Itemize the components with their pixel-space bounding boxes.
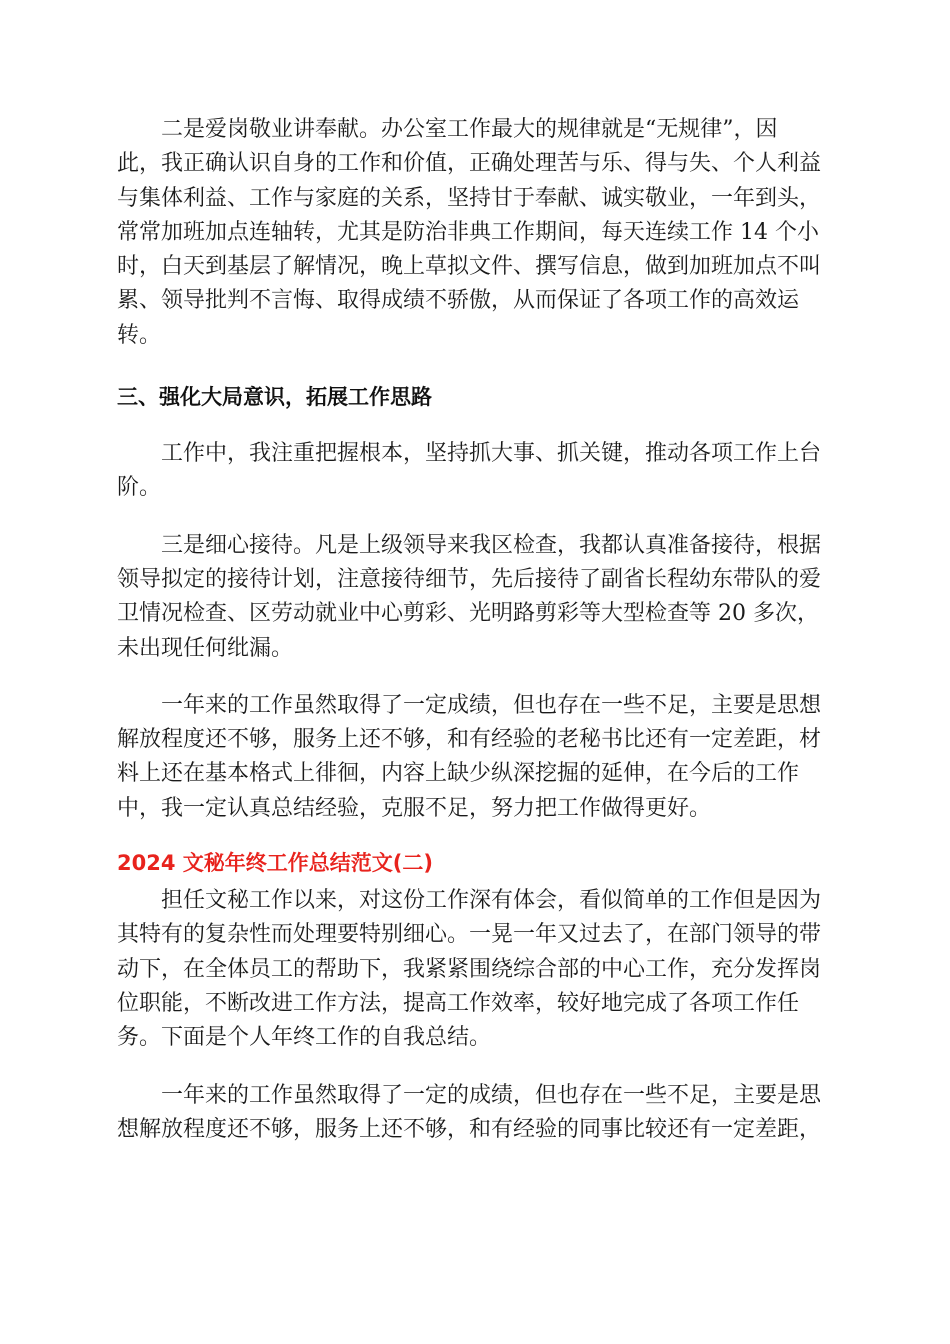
text-line: 想解放程度还不够，服务上还不够，和有经验的同事比较还有一定差距， — [117, 1116, 822, 1142]
text-line: 时，白天到基层了解情况，晚上草拟文件、撰写信息，做到加班加点不叫 — [117, 254, 822, 280]
document-body — [117, 113, 833, 1147]
text-line: 三是细心接待。凡是上级领导来我区检查，我都认真准备接待，根据 — [161, 532, 822, 558]
text-line: 料上还在基本格式上徘徊，内容上缺少纵深挖掘的延伸，在今后的工作 — [117, 761, 800, 787]
text-line: 转。 — [117, 322, 162, 348]
text-line: 常常加班加点连轴转，尤其是防治非典工作期间，每天连续工作 14 个小 — [117, 219, 819, 245]
text-line: 领导拟定的接待计划，注意接待细节，先后接待了副省长程幼东带队的爱 — [117, 566, 822, 592]
text-line: 累、领导批判不言悔、取得成绩不骄傲，从而保证了各项工作的高效运 — [117, 288, 800, 314]
text-line: 未出现任何纰漏。 — [117, 635, 294, 661]
text-line: 一年来的工作虽然取得了一定成绩，但也存在一些不足，主要是思想 — [161, 692, 822, 718]
text-line: 解放程度还不够，服务上还不够，和有经验的老秘书比还有一定差距，材 — [117, 727, 822, 753]
text-line: 中，我一定认真总结经验，克服不足，努力把工作做得更好。 — [117, 795, 712, 821]
text-line: 动下，在全体员工的帮助下，我紧紧围绕综合部的中心工作，充分发挥岗 — [117, 956, 822, 982]
paragraph-grasp-fundamentals — [117, 437, 833, 506]
paragraph-reception — [117, 529, 833, 666]
paragraph-shortcomings — [117, 689, 833, 826]
text-line: 其特有的复杂性而处理要特别细心。一晃一年又过去了，在部门领导的带 — [117, 922, 822, 948]
text-line: 担任文秘工作以来，对这份工作深有体会，看似简单的工作但是因为 — [161, 888, 822, 914]
paragraph-year-review — [117, 1079, 833, 1148]
text-line: 卫情况检查、区劳动就业中心剪彩、光明路剪彩等大型检查等 20 多次， — [117, 601, 819, 627]
text-line: 阶。 — [117, 475, 162, 501]
text-line: 一年来的工作虽然取得了一定的成绩，但也存在一些不足，主要是思 — [161, 1082, 822, 1108]
article-title-red: 2024 文秘年终工作总结范文(二) — [117, 851, 433, 876]
text-line: 务。下面是个人年终工作的自我总结。 — [117, 1025, 492, 1051]
paragraph-dedication — [117, 113, 833, 353]
text-line: 工作中，我注重把握根本，坚持抓大事、抓关键，推动各项工作上台 — [161, 441, 822, 467]
text-line: 此，我正确认识自身的工作和价值，正确处理苦与乐、得与失、个人利益 — [117, 151, 822, 177]
text-line: 与集体利益、工作与家庭的关系，坚持甘于奉献、诚实敬业，一年到头， — [117, 185, 822, 211]
section-heading-3: 三、强化大局意识，拓展工作思路 — [117, 385, 432, 410]
text-line: 二是爱岗敬业讲奉献。办公室工作最大的规律就是“无规律”，因 — [161, 117, 778, 142]
paragraph-intro-secretary — [117, 884, 833, 1055]
text-line: 位职能，不断改进工作方法，提高工作效率，较好地完成了各项工作任 — [117, 990, 800, 1016]
